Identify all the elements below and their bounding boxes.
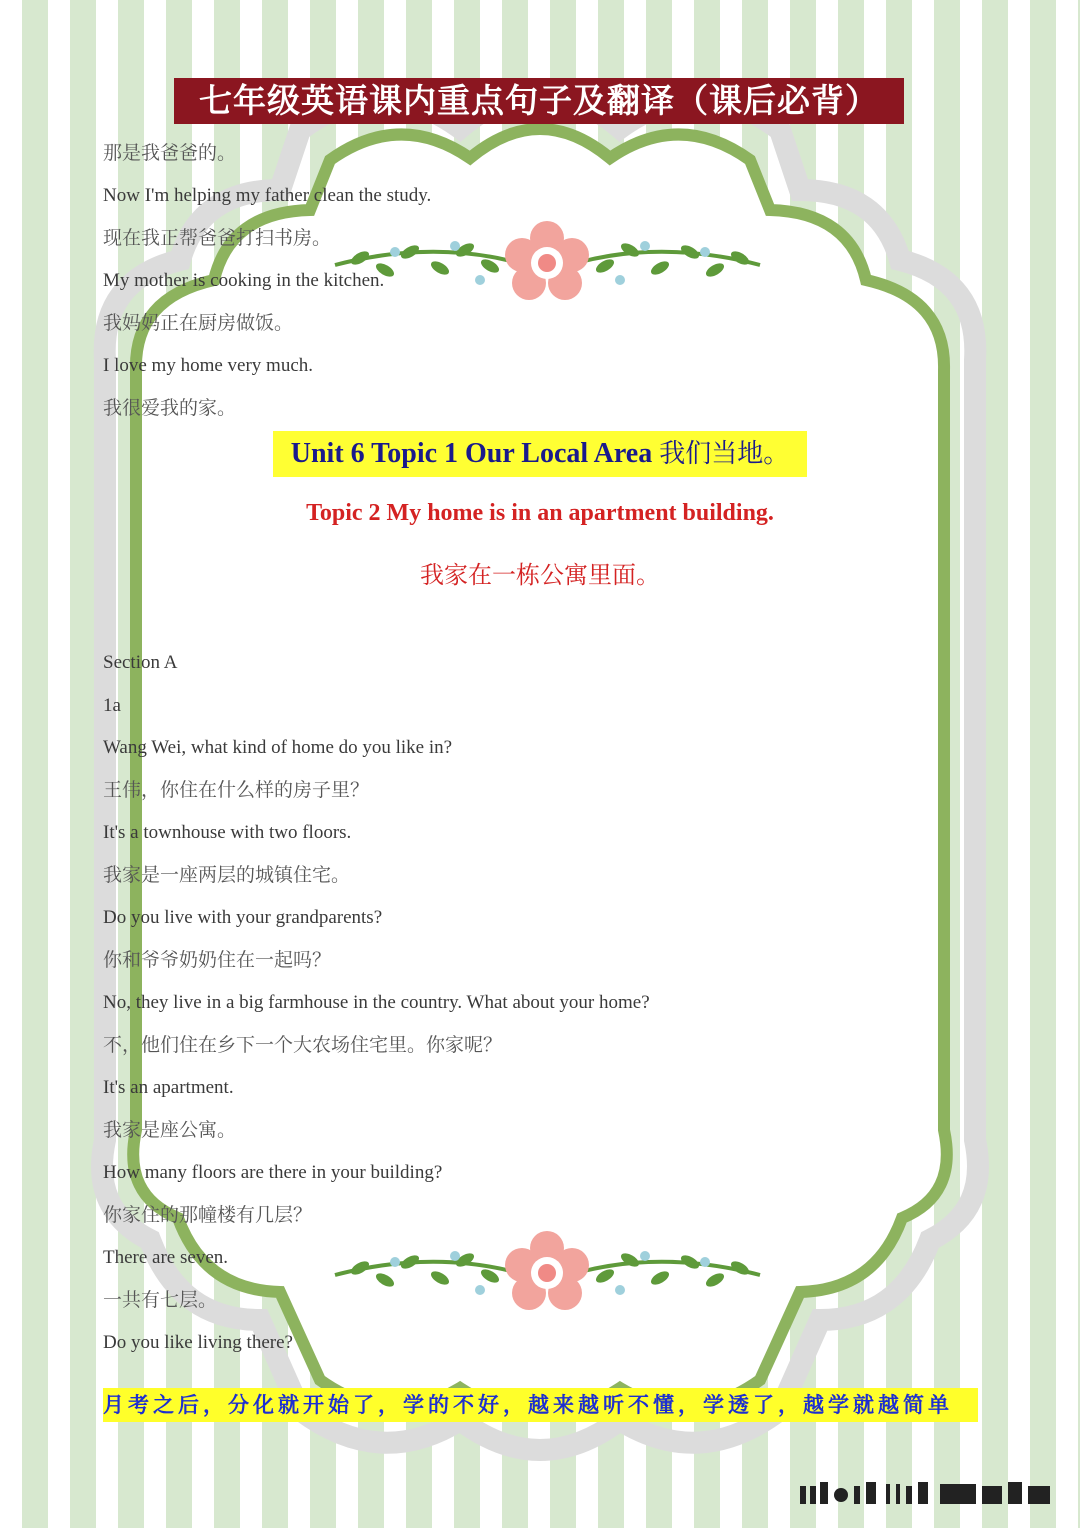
- text-line: 我家是一座两层的城镇住宅。: [103, 864, 351, 886]
- text-line: 一共有七层。: [103, 1289, 218, 1311]
- page-title: 七年级英语课内重点句子及翻译（课后必背）: [174, 78, 904, 124]
- text-line: It's a townhouse with two floors.: [103, 822, 352, 843]
- text-line: Do you like living there?: [103, 1332, 293, 1353]
- text-line: 我家是座公寓。: [103, 1119, 237, 1141]
- text-line: I love my home very much.: [103, 355, 314, 376]
- text-line: 我很爱我的家。: [103, 397, 237, 419]
- topic-heading-zh: 我家在一栋公寓里面。: [420, 561, 660, 589]
- watermark-logo: [800, 1478, 1060, 1512]
- text-line: How many floors are there in your building?: [103, 1162, 443, 1183]
- subsection-label: 1a: [103, 695, 121, 716]
- text-line: 我妈妈正在厨房做饭。: [103, 312, 294, 334]
- text-line: 不，他们住在乡下一个大农场住宅里。你家呢？: [103, 1034, 503, 1056]
- text-line: 你和爷爷奶奶住在一起吗？: [103, 949, 332, 971]
- unit-heading: [273, 431, 807, 477]
- text-line: Now I'm helping my father clean the study.: [103, 185, 432, 206]
- text-line: Wang Wei, what kind of home do you like in?: [103, 737, 453, 758]
- bottom-banner: 月考之后，分化就开始了，学的不好，越来越听不懂，学透了，越学就越简单: [103, 1388, 978, 1422]
- text-line: 你家住的那幢楼有几层？: [103, 1204, 313, 1226]
- text-line: There are seven.: [103, 1247, 229, 1268]
- text-line: Do you live with your grandparents?: [103, 907, 383, 928]
- topic-heading-en: Topic 2 My home is in an apartment building.: [306, 500, 774, 526]
- text-line: 那是我爸爸的。: [103, 142, 237, 164]
- unit-title-zh: 我们当地。: [659, 439, 790, 469]
- text-line: My mother is cooking in the kitchen.: [103, 270, 385, 291]
- text-line: 王伟，你住在什么样的房子里？: [103, 779, 370, 801]
- text-line: It's an apartment.: [103, 1077, 234, 1098]
- section-label: Section A: [103, 652, 178, 673]
- text-line: No, they live in a big farmhouse in the country. What about your home?: [103, 992, 650, 1013]
- unit-title-en: Unit 6 Topic 1 Our Local Area: [290, 438, 653, 469]
- text-line: 现在我正帮爸爸打扫书房。: [103, 227, 332, 249]
